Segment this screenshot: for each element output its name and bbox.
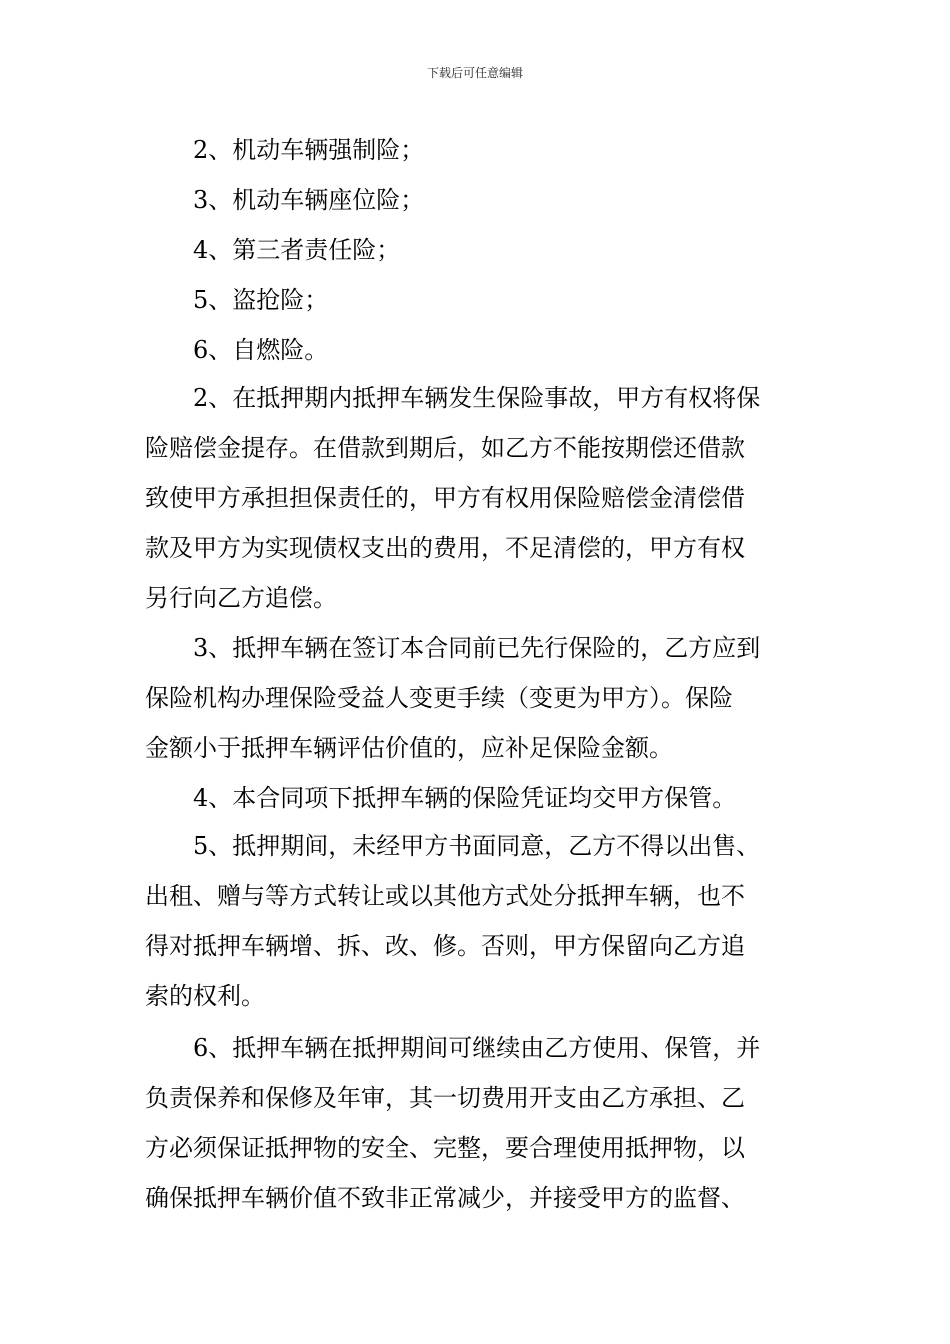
paragraph-2-line: 险赔偿金提存。在借款到期后，如乙方不能按期偿还借款 (145, 434, 745, 462)
paragraph-6-line: 确保抵押车辆价值不致非正常减少，并接受甲方的监督、 (145, 1184, 745, 1212)
paragraph-3-line: 3、抵押车辆在签订本合同前已先行保险的，乙方应到 (193, 634, 761, 662)
page-header: 下载后可任意编辑 (426, 66, 523, 80)
paragraph-2-line: 致使甲方承担担保责任的，甲方有权用保险赔偿金清偿借 (145, 484, 745, 512)
paragraph-2-line: 2、在抵押期内抵押车辆发生保险事故，甲方有权将保 (193, 384, 761, 412)
list-item-self-ignition-insurance: 6、自燃险。 (193, 336, 329, 364)
paragraph-6-line: 负责保养和保修及年审，其一切费用开支由乙方承担、乙 (145, 1084, 745, 1112)
paragraph-3-line: 保险机构办理保险受益人变更手续（变更为甲方）。保险 (145, 684, 733, 712)
paragraph-3-line: 金额小于抵押车辆评估价值的，应补足保险金额。 (145, 734, 673, 762)
paragraph-6-line: 6、抵押车辆在抵押期间可继续由乙方使用、保管，并 (193, 1034, 761, 1062)
paragraph-5-line: 出租、赠与等方式转让或以其他方式处分抵押车辆，也不 (145, 882, 745, 910)
list-item-seat-insurance: 3、机动车辆座位险； (193, 186, 425, 214)
paragraph-4-line: 4、本合同项下抵押车辆的保险凭证均交甲方保管。 (193, 784, 737, 812)
paragraph-5-line: 5、抵押期间，未经甲方书面同意，乙方不得以出售、 (193, 832, 761, 860)
paragraph-2-line: 款及甲方为实现债权支出的费用，不足清偿的，甲方有权 (145, 534, 745, 562)
list-item-theft-insurance: 5、盗抢险； (193, 286, 329, 314)
paragraph-2-line: 另行向乙方追偿。 (145, 584, 337, 612)
list-item-third-party-insurance: 4、第三者责任险； (193, 236, 401, 264)
paragraph-6-line: 方必须保证抵押物的安全、完整，要合理使用抵押物，以 (145, 1134, 745, 1162)
paragraph-5-line: 索的权利。 (145, 982, 265, 1010)
paragraph-5-line: 得对抵押车辆增、拆、改、修。否则，甲方保留向乙方追 (145, 932, 745, 960)
list-item-compulsory-insurance: 2、机动车辆强制险； (193, 136, 425, 164)
